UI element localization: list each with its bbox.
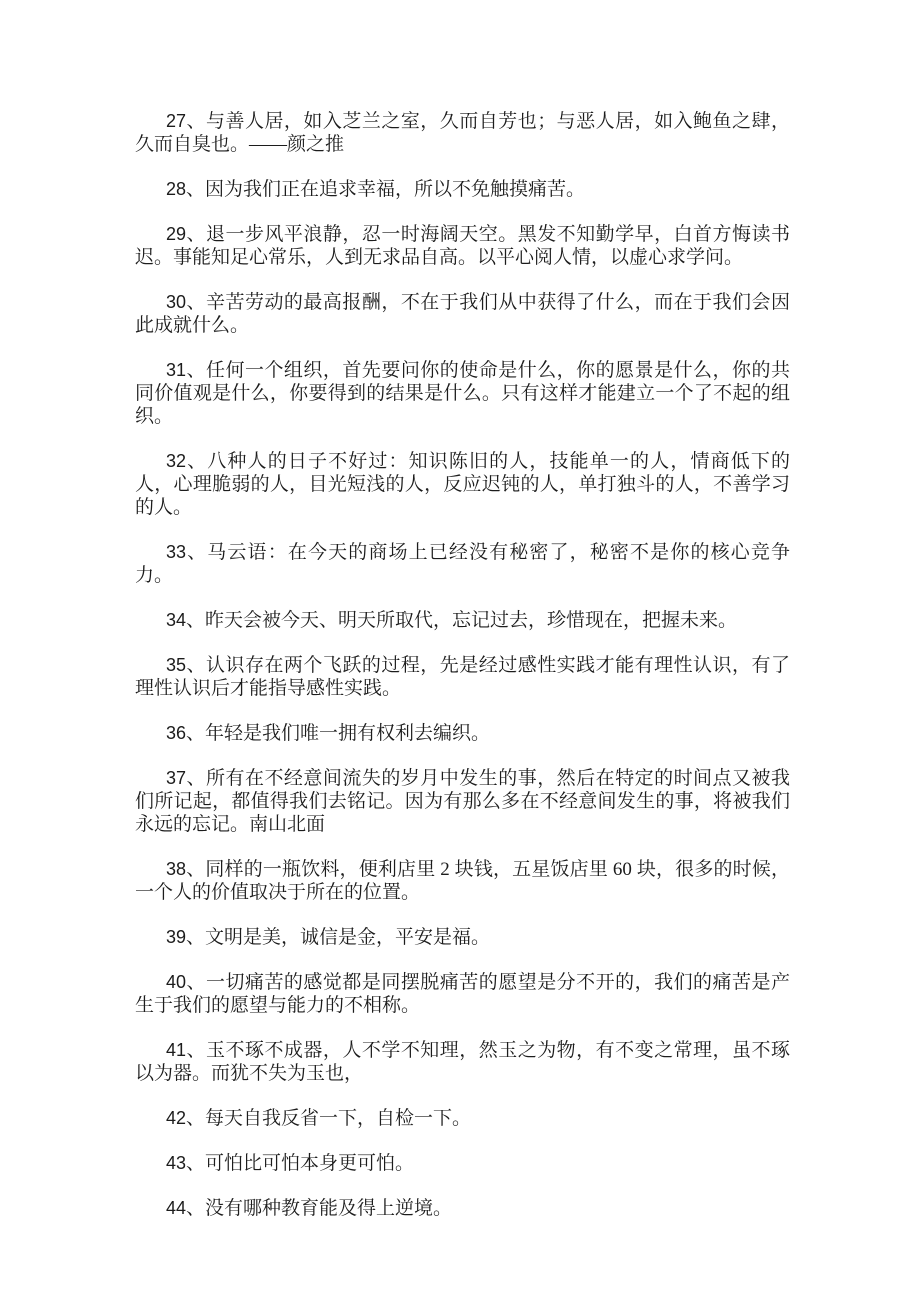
quote-text: 辛苦劳动的最高报酬，不在于我们从中获得了什么，而在于我们会因此成就什么。: [135, 292, 790, 336]
enum-separator: 、: [186, 859, 206, 880]
quote-item-32: [135, 450, 790, 519]
quote-item-31: [135, 359, 790, 428]
quote-number: 34: [166, 610, 187, 630]
quote-item-37: [135, 767, 790, 836]
quote-list: [135, 110, 790, 1220]
enum-separator: 、: [186, 451, 208, 472]
quote-item-42: [135, 1107, 790, 1130]
quote-text: 任何一个组织，首先要问你的使命是什么，你的愿景是什么，你的共同价值观是什么，你要得到的结果是什么。只有这样才能建立一个了不起的组织。: [135, 360, 790, 427]
enum-separator: 、: [186, 1040, 206, 1061]
enum-separator: 、: [186, 972, 206, 993]
quote-item-28: [135, 178, 790, 201]
quote-number: 30: [166, 292, 187, 312]
quote-text: 文明是美，诚信是金，平安是福。: [205, 927, 491, 948]
enum-separator: 、: [186, 768, 206, 789]
quote-text: 退一步风平浪静，忍一时海阔天空。黑发不知勤学早，白首方悔读书迟。事能知足心常乐，人到无求品自高。以平心阅人情，以虚心求学问。: [135, 224, 790, 268]
quote-number: 40: [166, 972, 187, 992]
enum-separator: 、: [186, 360, 206, 381]
enum-separator: 、: [186, 655, 206, 676]
enum-separator: 、: [186, 927, 206, 948]
quote-number: 28: [166, 179, 187, 199]
quote-text: 玉不琢不成器，人不学不知理，然玉之为物，有不变之常理，虽不琢以为器。而犹不失为玉也，: [135, 1040, 790, 1084]
quote-number: 43: [166, 1153, 187, 1173]
quote-number: 42: [166, 1108, 187, 1128]
quote-number: 31: [166, 360, 187, 380]
enum-separator: 、: [186, 1108, 206, 1129]
quote-text: 没有哪种教育能及得上逆境。: [205, 1198, 453, 1219]
quote-number: 29: [166, 224, 187, 244]
enum-separator: 、: [186, 723, 206, 744]
enum-separator: 、: [186, 179, 206, 200]
quote-text: 昨天会被今天、明天所取代，忘记过去，珍惜现在，把握未来。: [205, 610, 738, 631]
quote-item-40: [135, 971, 790, 1017]
quote-text: 每天自我反省一下，自检一下。: [205, 1108, 472, 1129]
quote-number: 27: [166, 111, 187, 131]
quote-number: 41: [166, 1040, 187, 1060]
quote-item-29: [135, 223, 790, 269]
quote-number: 44: [166, 1198, 187, 1218]
quote-text: 所有在不经意间流失的岁月中发生的事，然后在特定的时间点又被我们所记起，都值得我们去铭记。因为有那么多在不经意间发生的事，将被我们永远的忘记。南山北面: [135, 768, 790, 835]
quote-item-38: [135, 858, 790, 904]
quote-number: 32: [166, 451, 187, 471]
quote-item-39: [135, 926, 790, 949]
quote-number: 33: [166, 542, 187, 562]
quote-item-30: [135, 291, 790, 337]
quote-text: 马云语：在今天的商场上已经没有秘密了，秘密不是你的核心竞争力。: [135, 542, 790, 586]
quote-text: 年轻是我们唯一拥有权利去编织。: [205, 723, 491, 744]
quote-text: 因为我们正在追求幸福，所以不免触摸痛苦。: [205, 179, 586, 200]
quote-item-43: [135, 1152, 790, 1175]
quote-number: 37: [166, 768, 187, 788]
quote-text: 一切痛苦的感觉都是同摆脱痛苦的愿望是分不开的，我们的痛苦是产生于我们的愿望与能力的不相称。: [135, 972, 790, 1016]
quote-text: 与善人居，如入芝兰之室，久而自芳也；与恶人居，如入鲍鱼之肆，久而自臭也。——颜之推: [135, 111, 790, 155]
quote-text: 可怕比可怕本身更可怕。: [205, 1153, 415, 1174]
quote-item-36: [135, 722, 790, 745]
enum-separator: 、: [186, 1153, 206, 1174]
enum-separator: 、: [186, 292, 206, 313]
enum-separator: 、: [186, 1198, 206, 1219]
quote-number: 38: [166, 859, 187, 879]
quote-item-33: [135, 541, 790, 587]
enum-separator: 、: [186, 542, 208, 563]
quote-item-35: [135, 654, 790, 700]
quote-number: 39: [166, 927, 187, 947]
enum-separator: 、: [186, 111, 206, 132]
quote-item-34: [135, 609, 790, 632]
quote-text: 认识存在两个飞跃的过程，先是经过感性实践才能有理性认识，有了理性认识后才能指导感性实践。: [135, 655, 790, 699]
quote-number: 35: [166, 655, 187, 675]
quote-text: 八种人的日子不好过：知识陈旧的人，技能单一的人，情商低下的人，心理脆弱的人，目光短浅的人，反应迟钝的人，单打独斗的人，不善学习的人。: [135, 451, 790, 518]
quote-item-41: [135, 1039, 790, 1085]
quote-number: 36: [166, 723, 187, 743]
quote-text: 同样的一瓶饮料，便利店里 2 块钱，五星饭店里 60 块，很多的时候，一个人的价值取决于所在的位置。: [135, 859, 790, 903]
enum-separator: 、: [186, 610, 206, 631]
enum-separator: 、: [186, 224, 206, 245]
quote-item-27: [135, 110, 790, 156]
quote-item-44: [135, 1197, 790, 1220]
